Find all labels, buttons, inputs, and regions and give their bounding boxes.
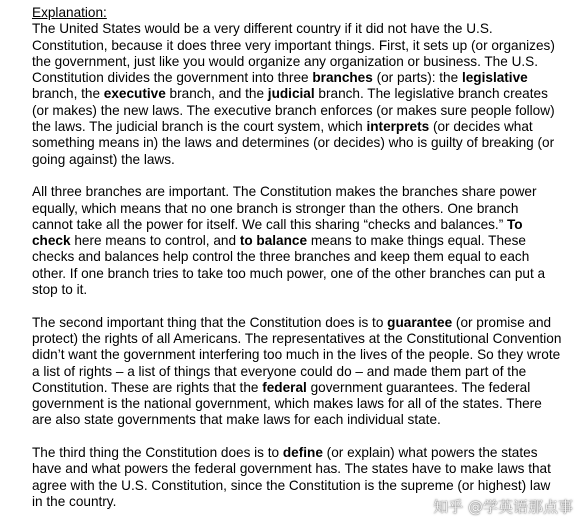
text-run: The third thing the Constitution does is to — [32, 445, 283, 461]
text-run: here means to control, and — [70, 233, 240, 249]
text-run: government guarantees. The federal government is the national government, which makes laws for all of the states. There are also state governments that make laws for each individual state. — [32, 379, 542, 428]
text-run: branch, and the — [165, 86, 268, 102]
document-body — [32, 5, 562, 527]
text-run: means to make things equal. These checks and balances help control the three branches and keep them equal to each other. If one branch tries to take too much power, one of the other branches can put a stop to it. — [32, 233, 546, 298]
paragraph-rights — [32, 315, 562, 429]
term-branches: branches — [312, 70, 373, 86]
term-legislative: legislative — [461, 70, 528, 86]
text-run: The United States would be a very different country if it did not have the U.S. Constitution, because it does three very important things. First, it sets up (or organizes) the government, just like you would organize any organization or business. The U.S. Constitution divides the government into three — [32, 21, 555, 86]
text-run: All three branches are important. The Constitution makes the branches share power equally, which means that no one branch is stronger than the others. One branch cannot take all the power for itself. We call this sharing “checks and balances.” — [32, 184, 537, 232]
text-run: (or decides what something means in) the laws and determines (or decides) who is guilty of breaking (or going against) the laws. — [32, 119, 555, 167]
term-to-check: To check — [32, 216, 523, 249]
term-guarantee: guarantee — [387, 314, 453, 330]
text-run: branch. The legislative branch creates (or makes) the new laws. The executive branch enforces (or makes sure people follow) the laws. The judicial branch is the court system, which — [32, 86, 555, 135]
text-run: branch, the — [32, 86, 104, 102]
text-run: (or promise and protect) the rights of all Americans. The representatives at the Constitutional Convention didn’t want the government interfering too much in the lives of the people. So they wrote a list of rights – a list of things that everyone could do – and made them part of the Constitution. These are rights that the — [32, 314, 562, 395]
text-run: The second important thing that the Constitution does is to — [32, 314, 388, 330]
term-executive: executive — [103, 86, 166, 102]
term-judicial: judicial — [267, 86, 315, 102]
text-run: (or explain) what powers the states have and what powers the federal government has. The states have to make laws that agree with the U.S. Constitution, since the Constitution is the supreme (or highest) law in the country. — [32, 445, 551, 509]
explanation-heading: Explanation: — [32, 5, 107, 20]
term-to-balance: to balance — [239, 233, 308, 249]
paragraph-branches — [32, 21, 562, 168]
paragraph-checks-balances — [32, 184, 562, 298]
text-run: (or parts): the — [372, 70, 462, 86]
watermark-text: 知乎 @学英语那点事 — [433, 498, 573, 516]
term-interprets: interprets — [366, 119, 430, 135]
term-federal: federal — [262, 379, 307, 395]
term-define: define — [282, 445, 323, 461]
